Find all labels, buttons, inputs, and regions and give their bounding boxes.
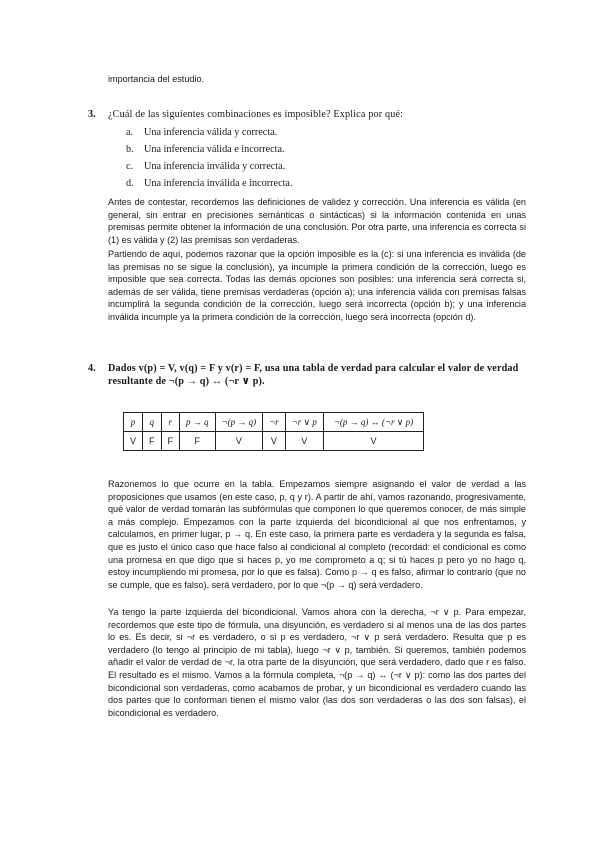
value-cell: V: [263, 432, 286, 451]
option-d: d. Una inferencia inválida e incorrecta.: [126, 178, 293, 189]
header-cell: r: [161, 413, 180, 432]
previous-text-fragment: importancia del estudio.: [108, 74, 205, 84]
question-3-options: [126, 124, 293, 192]
value-cell: F: [143, 432, 162, 451]
truth-table: [123, 412, 424, 451]
question-3-answer-paragraph-1: Antes de contestar, recordemos las definiciones de validez y corrección. Una inferencia es válida (en general, sin entrar en precisiones semánticas o sintácticas) si la información contenida en unas premisas permite obtener la información de una conclusión. Por otra parte, una inferencia es correcta si (1) es válida y (2) las premisas son verdaderas.: [108, 197, 526, 245]
header-cell: ¬r: [263, 413, 286, 432]
value-cell: F: [161, 432, 180, 451]
header-cell: ¬r ∨ p: [285, 413, 323, 432]
value-cell: V: [323, 432, 423, 451]
header-cell: p: [124, 413, 143, 432]
header-cell: ¬(p → q): [215, 413, 263, 432]
value-cell: V: [285, 432, 323, 451]
header-cell: q: [143, 413, 162, 432]
question-text: ¿Cuál de las siguientes combinaciones es imposible? Explica por qué:: [108, 109, 404, 120]
question-number: 4.: [88, 363, 96, 374]
question-number: 3.: [88, 109, 96, 120]
value-cell: V: [215, 432, 263, 451]
value-cell: F: [180, 432, 216, 451]
option-b: b. Una inferencia válida e incorrecta.: [126, 144, 285, 155]
truth-table-row: [124, 432, 424, 451]
truth-table-header-row: [124, 413, 424, 432]
question-4-answer-paragraph-1: Razonemos lo que ocurre en la tabla. Empezamos siempre asignando el valor de verdad a las proposiciones que usamos (en este caso, p, q y r). A partir de ahí, vamos razonando, progresivamente, qué valor de verdad tomarán las subfórmulas que componen lo que queremos conocer, de más simple a más complejo. Empezamos con la parte izquierda del bicondicional al que nos enfrentamos, y calculamos, en primer lugar, p → q. En este caso, la primera parte es verdadera y la segunda es falsa, que es justo el único caso que hace falso al condicional al completo (recordad: el condicional es como una promesa en que digo que si haces p, yo me comprometo a q; si tú haces p pero yo no hago q, estoy incumpliendo mi promesa, por lo que es falsa). Como p → q es falso, afirmar lo contrario (que no se cumple, que es falso), será verdadero, por lo que ¬(p → q) será verdadero.: [108, 479, 526, 590]
header-cell: p → q: [180, 413, 216, 432]
question-4-answer-paragraph-2: Ya tengo la parte izquierda del bicondicional. Vamos ahora con la derecha, ¬r ∨ p. Para empezar, recordemos que este tipo de fórmula, una disyunción, es verdadero si al menos una de las dos partes lo es. Es decir, si ¬r es verdadero, o si p es verdadero, ¬r ∨ p será verdadero. Resulta que p es verdadero (lo tengo al principio de mi tabla), luego ¬r ∨ p, también. Si queremos, también podemos añadir el valor de verdad de ¬r, la otra parte de la disyunción, que será verdadero, dado que r es falso. El resultado es el mismo. Vamos a la fórmula completa, ¬(p → q) ↔ (¬r ∨ p): como las dos partes del bicondicional son verdaderas, como acabamos de probar, y un bicondicional es verdadero cuando las dos partes que lo conforman tienen el mismo valor (las dos son verdaderas o las dos son falsas), el bicondicional es verdadero.: [108, 607, 526, 718]
option-a: a. Una inferencia válida y correcta.: [126, 127, 278, 138]
header-cell: ¬(p → q) ↔ (¬r ∨ p): [323, 413, 423, 432]
value-cell: V: [124, 432, 143, 451]
question-text: Dados v(p) = V, v(q) = F y v(r) = F, usa una tabla de verdad para calcular el valor de verdad resultante de ¬(p → q) ↔ (¬r ∨ p).: [108, 363, 519, 387]
question-3-answer-paragraph-2: Partiendo de aquí, podemos razonar que la opción imposible es la (c): si una inferencia es inválida (de las premisas no se sigue la conclusión), ya incumple la primera condición de la corrección, luego es imposible que sea correcta. Todas las demás opciones son posibles: una inferencia será correcta si, además de ser válida, tiene premisas verdaderas (opción a); una inferencia válida con premisas falsas incumplirá la segunda condición de la corrección, luego será incorrecta (opción b); y una inferencia inválida incumple ya la primera condición de la corrección, luego será incorrecta (opción d).: [108, 249, 526, 322]
option-c: c. Una inferencia inválida y correcta.: [126, 161, 286, 172]
